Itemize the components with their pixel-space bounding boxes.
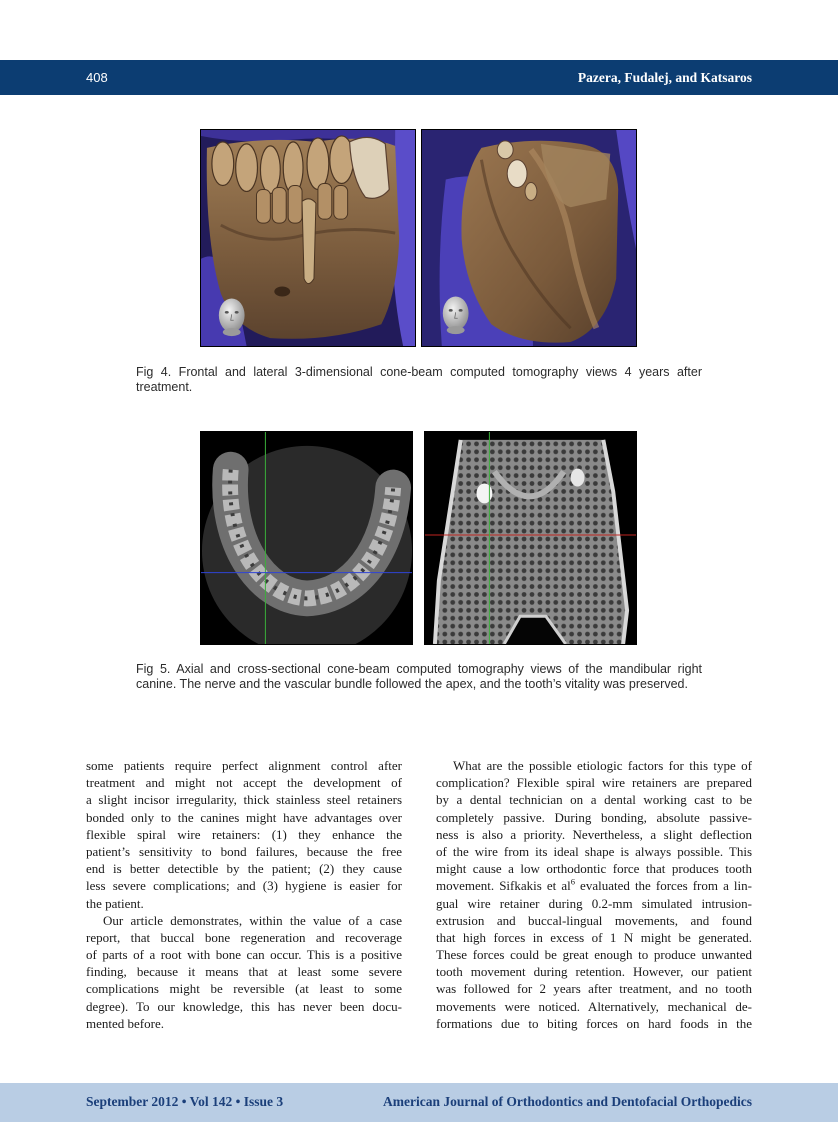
body-line-with-citation <box>436 877 752 894</box>
body-line: less severe complications; and (3) hygiene is easier for <box>86 878 402 894</box>
body-line: What are the possible etiologic factors for this type of <box>453 758 752 773</box>
body-line: bonded only to the canines might have advantages over <box>86 809 402 825</box>
figure-4-frontal-cbct-image <box>200 129 416 347</box>
body-line: of parts of a root with bone can occur. This is a positive <box>86 947 402 963</box>
body-line: tooth movement during retention. However, our patient <box>436 964 752 980</box>
body-line: of the wire from its ideal shape is always possible. This <box>436 843 752 859</box>
body-line: the patient. <box>86 895 144 911</box>
body-line: mented before. <box>86 1015 164 1031</box>
figure-5-caption <box>136 662 702 692</box>
body-line: patient’s sensitivity to bond failures, because the free <box>86 843 402 859</box>
running-authors: Pazera, Fudalej, and Katsaros <box>577 70 752 85</box>
body-line: might cause a low orthodontic force that produces tooth <box>436 861 752 877</box>
body-line: a slight incisor irregularity, thick stainless steel retainers <box>86 792 402 808</box>
body-line: some patients require perfect alignment control after <box>86 758 402 773</box>
body-line-text: movement. Sifkakis et al <box>436 878 571 894</box>
footer-issue-info: September 2012 • Vol 142 • Issue 3 <box>86 1094 284 1109</box>
body-line: Our article demonstrates, within the value of a case <box>103 912 402 928</box>
body-column-left <box>86 757 402 1032</box>
body-line: These forces could be great enough to produce unwanted <box>436 947 752 963</box>
body-line: by a dental technician on a dental working cast to be <box>436 792 752 808</box>
caption-line: treatment. <box>136 380 193 394</box>
reference-superscript: 6 <box>570 876 575 887</box>
body-line: end is better detectible by the patient; (2) they cause <box>86 861 402 877</box>
figure-4-lateral-cbct-image <box>421 129 637 347</box>
body-line: extrusion and buccal-lingual movements, and found <box>436 912 752 928</box>
caption-line: Fig 5. Axial and cross-sectional cone-beam computed tomography views of the mandibular right <box>136 662 702 676</box>
body-line: report, that buccal bone regeneration and recoverage <box>86 929 402 945</box>
body-line: complication? Flexible spiral wire retainers are prepared <box>436 775 752 791</box>
footer-journal-title: American Journal of Orthodontics and Dentofacial Orthopedics <box>383 1094 752 1109</box>
body-line: completely passive. During bonding, absolute passive- <box>436 809 752 825</box>
body-line: treatment and might not accept the development of <box>86 775 402 791</box>
body-line: formations due to biting forces on hard foods in the <box>436 1015 752 1031</box>
body-line: that high forces in excess of 1 N might be generated. <box>436 929 752 945</box>
body-line: complications might be reversible (at least to some <box>86 981 402 997</box>
page-number: 408 <box>86 70 108 85</box>
caption-line: Fig 4. Frontal and lateral 3-dimensional cone-beam computed tomography views 4 years after <box>136 365 702 379</box>
body-line: was followed for 2 years after treatment, and no tooth <box>436 981 752 997</box>
body-line: ness is also a priority. Nevertheless, a slight deflection <box>436 826 752 842</box>
figure-4-caption <box>136 365 702 395</box>
body-line-text: evaluated the forces from a lin- <box>574 878 752 894</box>
running-header <box>0 60 838 95</box>
figure-5-axial-cbct-image <box>200 431 413 645</box>
figure-5-cross-sectional-cbct-image <box>424 431 637 645</box>
body-line: movements were noticed. Alternatively, mechanical de- <box>436 998 752 1014</box>
body-line: degree). To our knowledge, this has never been docu- <box>86 998 402 1014</box>
body-line: finding, because it means that at least some severe <box>86 964 402 980</box>
running-footer <box>0 1083 838 1122</box>
caption-line: canine. The nerve and the vascular bundle followed the apex, and the tooth’s vitality was preserved. <box>136 677 688 691</box>
body-column-right <box>436 757 752 1032</box>
body-line: flexible spiral wire retainers: (1) they enhance the <box>86 826 402 842</box>
body-line: gual wire retainer during 0.2-mm simulated intrusion- <box>436 895 752 911</box>
